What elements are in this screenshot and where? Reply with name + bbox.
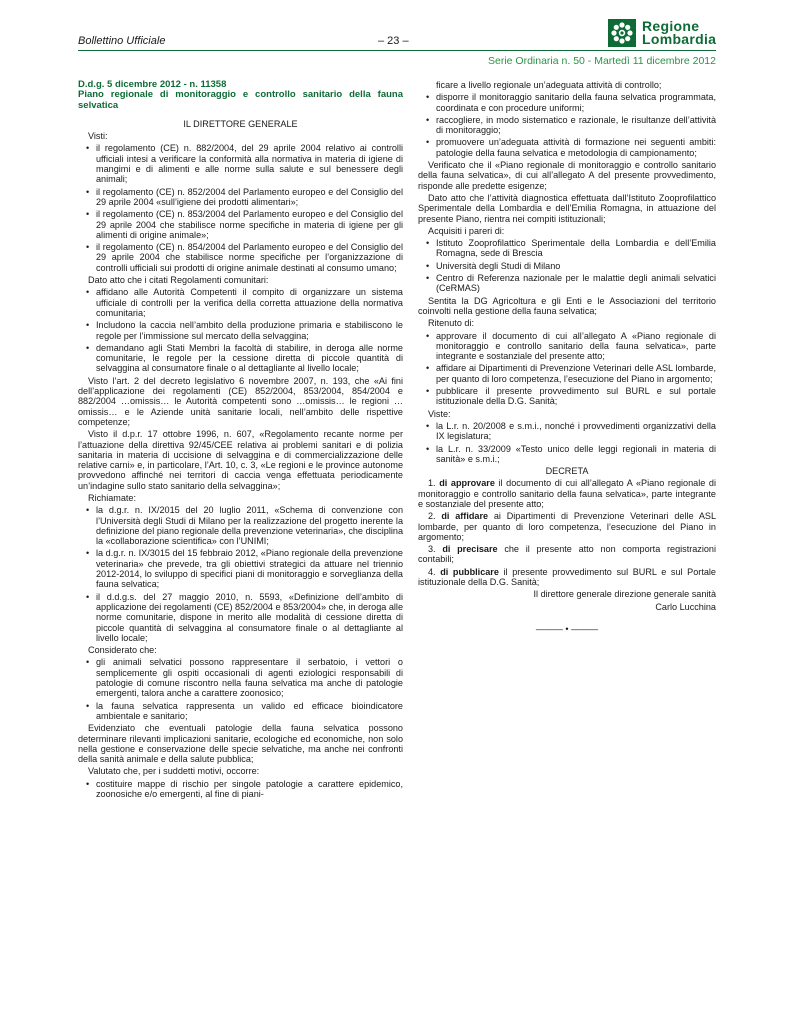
list-item: • affidare ai Dipartimenti di Prevenzione Veterinari delle ASL lombarde, per quanto di loro competenza, l’esecuzione del Piano in argomento; — [418, 363, 716, 384]
paragraph-dpr: Visto il d.p.r. 17 ottobre 1996, n. 607, «Regolamento recante norme per l’attuazione della direttiva 92/45/CEE relativa ai problemi sanitari e di polizia sanitaria in materia di uccisione di selvaggina e di commercializzazione delle relative carni» e, in particolare, l’Art. 10, c. 3, «Le regioni e le province autonome provvedono affinché nei territori di caccia venga effettuata periodicamente un’indagine sullo stato sanitario della selvaggina»; — [78, 429, 403, 491]
paragraph-ritenuto: Ritenuto di: — [428, 318, 475, 329]
list-item: • la fauna selvatica rappresenta un valido ed efficace bioindicatore ambientale e sanitario; — [78, 701, 403, 722]
paragraph-dato-atto-izs: Dato atto che l’attività diagnostica effettuata dall’Istituto Zooprofilattico Sperimentale della Lombardia e dell’Emilia Romagna, in attuazione del presente Piano, rientra nei compiti istituzionali; — [418, 192, 716, 224]
page-header — [0, 0, 791, 80]
list-item: • raccogliere, in modo sistematico e razionale, le risultanze dell’attività di monitoraggio; — [418, 115, 716, 136]
continued-text: ficare a livello regionale un’adeguata attività di controllo; — [436, 80, 662, 90]
list-item: • il regolamento (CE) n. 854/2004 del Parlamento europeo e del Consiglio del 29 aprile 2004 che stabilisce norme specifiche per l’organizzazione di controlli ufficiali sui prodotti di origine animale destinati al consumo umano; — [78, 242, 403, 273]
publication-name: Bollettino Ufficiale — [78, 35, 166, 47]
list-item: • demandano agli Stati Membri la facoltà di stabilire, in deroga alle norme comunitarie, le regole per la cessione diretta di piccole quantità di selvaggina al consumatore finale o al dettagliante al livello locale; — [78, 343, 403, 374]
paragraph-acquisiti: Acquisiti i pareri di: — [428, 225, 505, 236]
list-item: • Centro di Referenza nazionale per le malattie degli animali selvatici (CeRMAS) — [418, 273, 716, 294]
paragraph-verificato: Verificato che il «Piano regionale di monitoraggio e controllo sanitario della fauna selvatica», di cui all’allegato A del presente provvedimento, risponde alle predette esigenze; — [418, 160, 716, 191]
paragraph-dato-atto: Dato atto che i citati Regolamenti comunitari: — [88, 275, 269, 286]
point-text: il presente provvedimento sul BURL e sul Portale istituzionale della D.G. Sanità; — [418, 566, 716, 588]
paragraph-evidenziato: Evidenziato che eventuali patologie della fauna selvatica possono determinare rilevanti implicazioni sanitarie, ecologiche ed economiche, non solo nella gestione e conservazione delle specie selvatiche, ma anche nei confronti della sanità animale e della salute pubblica; — [78, 723, 403, 765]
decreta-heading: DECRETA — [545, 466, 589, 477]
considerato-list — [78, 657, 403, 721]
paragraph-visti: Visti: — [88, 131, 108, 142]
point-number: 1. — [428, 478, 436, 489]
list-item: • la d.g.r. n. IX/3015 del 15 febbraio 2012, «Piano regionale della prevenzione veterinaria» che prevede, tra gli obiettivi strategici da attuare nel triennio 2012-2014, lo sviluppo di specifici piani di monitoraggio e sorveglianza della fauna selvatica; — [78, 548, 403, 589]
header-divider — [78, 50, 716, 51]
list-item: • Istituto Zooprofilattico Sperimentale della Lombardia e dell’Emilia Romagna, sede di Brescia — [418, 238, 716, 259]
list-item: • il regolamento (CE) n. 882/2004, del 29 aprile 2004 relativo ai controlli ufficiali intesi a verificare la conformità alla normativa in materia di igiene di mangimi e di alimenti e alle norme sulla salute e sul benessere degli animali; — [78, 143, 403, 184]
point-text: il documento di cui all’allegato A «Piano regionale di monitoraggio e controllo sanitario della fauna selvatica», parte integrante e sostanziale del presente atto; — [418, 478, 717, 509]
list-item: • promuovere un’adeguata attività di formazione nei seguenti ambiti: patologie della fauna selvatica e metodologia di campionamento; — [418, 137, 716, 158]
list-item: • gli animali selvatici possono rappresentare il serbatoio, i vettori o semplicemente gli ospiti occasionali di agenti eziologici responsabili di patologie di comune riscontro nella fauna selvatica ma anche di patologie emergenti, talora anche a carattere zoonosico; — [78, 657, 403, 698]
point-verb: di precisare — [442, 544, 498, 555]
occorre-list — [418, 92, 716, 158]
lombardia-rose-icon — [608, 19, 636, 47]
richiamate-list — [78, 505, 403, 643]
decree-point-4 — [418, 567, 716, 588]
signer-role: Il direttore generale direzione generale sanità — [533, 589, 716, 600]
paragraph-valutato: Valutato che, per i suddetti motivi, occorre: — [88, 766, 260, 777]
paragraph-sentita: Sentita la DG Agricoltura e gli Enti e le Associazioni del territorio coinvolti nella gestione della fauna selvatica; — [418, 295, 716, 316]
viste-list — [418, 421, 716, 464]
list-item: • disporre il monitoraggio sanitario della fauna selvatica programmata, coordinata e con procedure uniformi; — [418, 92, 716, 113]
decree-point-2 — [418, 511, 716, 542]
list-item: • Università degli Studi di Milano — [418, 261, 716, 271]
decree-point-1 — [418, 478, 716, 509]
point-number: 4. — [428, 566, 436, 577]
decree-number: D.d.g. 5 dicembre 2012 - n. 11358 — [78, 79, 227, 90]
section-heading: IL DIRETTORE GENERALE — [183, 118, 298, 129]
acquisiti-list — [418, 238, 716, 293]
dato-atto-list — [78, 287, 403, 373]
ritenuto-list — [418, 331, 716, 407]
paragraph-viste: Viste: — [428, 408, 451, 419]
list-item: • il regolamento (CE) n. 852/2004 del Parlamento europeo e del Consiglio del 29 aprile 2004 «sull’igiene dei prodotti alimentari»; — [78, 187, 403, 208]
point-text: che il presente atto non comporta registrazioni contabili; — [418, 544, 717, 565]
paragraph-richiamate: Richiamate: — [88, 492, 137, 503]
list-item: • affidano alle Autorità Competenti il compito di organizzare un sistema ufficiale di controlli per la verifica della corretta attuazione della normativa comunitaria; — [78, 287, 403, 318]
signer-name: Carlo Lucchina — [655, 601, 716, 612]
paragraph-art2: Visto l’art. 2 del decreto legislativo 6 novembre 2007, n. 193, che «Ai fini dell’applicazione dei regolamenti (CE) 852/2004, 853/2004, 854/2004 e 882/2004 …omissis… le Autorità competenti sono …omissis… le regioni …omissis… e le Aziende unità sanitarie locali, nell’ambito delle rispettive competenze; — [78, 375, 403, 427]
valutato-list — [78, 779, 403, 800]
series-info: Serie Ordinaria n. 50 - Martedì 11 dicembre 2012 — [487, 55, 716, 67]
point-text: ai Dipartimenti di Prevenzione Veterinari delle ASL lombarde, per quanto di loro competenza, l’esecuzione del Piano in argomento; — [418, 511, 717, 542]
point-verb: di pubblicare — [440, 566, 499, 577]
list-item: • costituire mappe di rischio per singole patologie a carattere epidemico, zoonosiche e/o emergenti, al fine di piani- — [78, 779, 403, 800]
left-column — [78, 80, 403, 801]
decree-title: Piano regionale di monitoraggio e controllo sanitario della fauna selvatica — [78, 89, 403, 111]
list-item: • il d.d.g.s. del 27 maggio 2010, n. 5593, «Definizione dell’ambito di applicazione dei regolamenti (CE) 852/2004 e 853/2004» che, in deroga alle norme comunitarie, dispone in merito alle modalità di cessione diretta di piccole quantità di selvaggina al consumatore finale o al dettagliante al livello locale; — [78, 592, 403, 643]
list-item: • il regolamento (CE) n. 853/2004 del Parlamento europeo e del Consiglio del 29 aprile 2004 che stabilisce norme specifiche in materia di igiene per gli alimenti di origine animale»; — [78, 209, 403, 240]
regione-lombardia-logo — [608, 19, 716, 47]
list-item: • la L.r. n. 20/2008 e s.m.i., nonché i provvedimenti organizzativi della IX legislatura; — [418, 421, 716, 442]
point-number: 3. — [428, 544, 436, 555]
page-number: – 23 – — [378, 35, 409, 47]
list-item: • approvare il documento di cui all’allegato A «Piano regionale di monitoraggio e controllo sanitario della fauna selvatica», parte integrante e sostanziale del presente atto; — [418, 331, 716, 362]
point-number: 2. — [428, 511, 436, 522]
right-column — [418, 80, 716, 634]
logo-text-lombardia: Lombardia — [642, 31, 717, 47]
point-verb: di affidare — [441, 511, 489, 522]
section-separator: ——— • ——— — [535, 623, 599, 634]
visti-list — [78, 143, 403, 273]
logo-text-regione: Regione — [642, 18, 700, 34]
paragraph-considerato: Considerato che: — [88, 645, 157, 656]
point-verb: di approvare — [439, 478, 495, 489]
list-item: • la L.r. n. 33/2009 «Testo unico delle leggi regionali in materia di sanità» e s.m.i.; — [418, 444, 716, 465]
list-item: • la d.g.r. n. IX/2015 del 20 luglio 2011, «Schema di convenzione con l’Università degli Studi di Milano per la realizzazione del progetto inerente la definizione del piano regionale della prevenzione veterinaria», che disciplina la «collaborazione scientifica» con l’UNIMI; — [78, 505, 403, 546]
decree-point-3 — [418, 544, 716, 565]
list-item: • Includono la caccia nell’ambito della produzione primaria e stabiliscono le regole per l’immissione sul mercato della selvaggina; — [78, 320, 403, 341]
list-item: • pubblicare il presente provvedimento sul BURL e sul portale istituzionale della D.G. Sanità; — [418, 386, 716, 407]
